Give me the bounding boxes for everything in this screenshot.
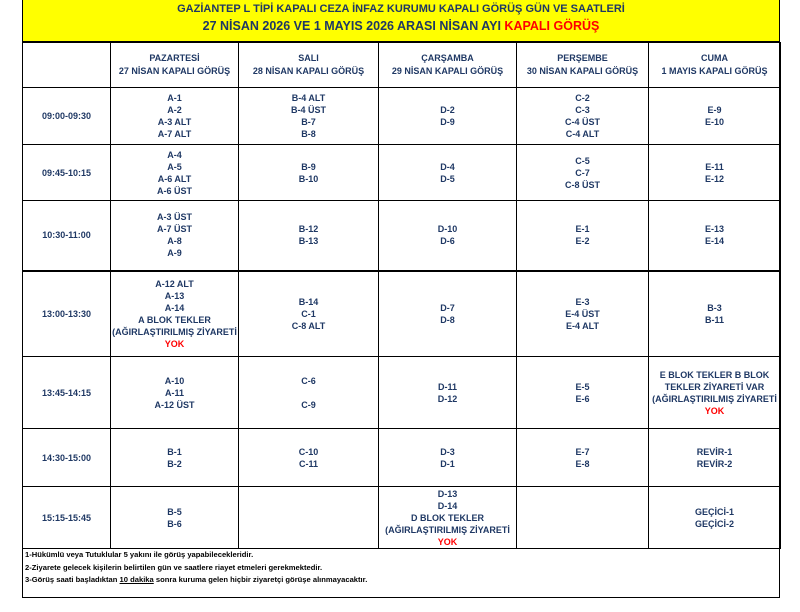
- ward-entry: A-5: [167, 161, 182, 172]
- ward-entry: C-11: [298, 458, 318, 469]
- ward-entry: E-4 ÜST: [565, 308, 600, 319]
- ward-entry: B-3: [707, 302, 722, 313]
- ward-entry: D-10: [437, 224, 458, 235]
- day-date: 30 NİSAN KAPALI GÖRÜŞ: [526, 66, 639, 76]
- time-slot: 14:30-15:00: [23, 429, 111, 487]
- ward-entry: D-4: [440, 161, 455, 172]
- day-header-1: [111, 43, 239, 88]
- ward-entry: D-1: [440, 458, 455, 469]
- schedule-cell: [517, 201, 649, 271]
- ward-entry: B-14: [298, 296, 319, 307]
- ward-entry: E-12: [704, 173, 724, 184]
- ward-entry: A BLOK TEKLER: [138, 314, 211, 325]
- schedule-cell: [111, 357, 239, 429]
- ward-entry: D BLOK TEKLER: [411, 512, 484, 523]
- day-header-4: [517, 43, 649, 88]
- ward-entry: A-6 ÜST: [156, 185, 192, 196]
- ward-entry: A-4: [167, 149, 182, 160]
- ward-entry: E-11: [705, 161, 724, 172]
- ward-entry: D-9: [440, 117, 455, 127]
- ward-entry: A-12 ALT: [155, 278, 194, 289]
- schedule-cell: [649, 271, 781, 357]
- schedule-cell: [517, 88, 649, 145]
- ward-entry: (AĞIRLAŞTIRILMIŞ ZİYARETİ: [652, 393, 777, 404]
- schedule-cell: [379, 357, 517, 429]
- ward-entry: (AĞIRLAŞTIRILMIŞ ZİYARETİ: [112, 326, 237, 337]
- note-3-start: 3-Görüş saati başladıktan: [25, 575, 120, 584]
- ward-entry: A-3 ÜST: [156, 212, 192, 223]
- no-visit-label: YOK: [437, 536, 458, 547]
- notes-section: [23, 549, 779, 587]
- schedule-cell: [111, 271, 239, 357]
- institution-title: GAZİANTEP L TİPİ KAPALI CEZA İNFAZ KURUMU KAPALI GÖRÜŞ GÜN VE SAATLERİ: [177, 3, 625, 15]
- schedule-cell: [239, 201, 379, 271]
- ward-entry: C-9: [301, 399, 316, 410]
- ward-entry: D-7: [440, 302, 455, 313]
- time-slot: 13:00-13:30: [23, 271, 111, 357]
- ward-entry: B-8: [301, 129, 316, 139]
- ward-entry: B-11: [704, 314, 724, 325]
- ward-entry: C-8 ALT: [291, 320, 326, 331]
- ward-entry: A-7 ALT: [157, 129, 192, 139]
- day-name: SALI: [298, 53, 319, 63]
- ward-entry: E-10: [704, 117, 724, 127]
- day-date: 29 NİSAN KAPALI GÖRÜŞ: [391, 66, 504, 76]
- schedule-sheet: [22, 0, 780, 598]
- schedule-cell: [239, 487, 379, 549]
- ward-entry: TEKLER ZİYARETİ VAR: [664, 381, 765, 392]
- ward-entry: A-8: [167, 236, 182, 247]
- schedule-cell: [517, 357, 649, 429]
- ward-entry: B-4 ÜST: [290, 105, 326, 115]
- schedule-cell: [649, 145, 781, 201]
- ward-entry: A-1: [167, 93, 182, 103]
- ward-entry: E-14: [704, 236, 724, 247]
- day-header-3: [379, 43, 517, 88]
- date-range-text: 27 NİSAN 2026 VE 1 MAYIS 2026 ARASI NİSAN AYI: [202, 19, 501, 33]
- day-date: 27 NİSAN KAPALI GÖRÜŞ: [118, 66, 231, 76]
- ward-entry: D-5: [440, 173, 455, 184]
- schedule-cell: [239, 145, 379, 201]
- ward-entry: B-10: [298, 173, 319, 184]
- day-name: CUMA: [701, 53, 728, 63]
- ward-entry: E-2: [575, 236, 590, 247]
- schedule-cell: [239, 357, 379, 429]
- time-slot: 13:45-14:15: [23, 357, 111, 429]
- ward-entry: D-12: [437, 393, 458, 404]
- day-date: 28 NİSAN KAPALI GÖRÜŞ: [252, 66, 365, 76]
- ward-entry: A-9: [167, 248, 182, 259]
- ward-entry: B-2: [167, 458, 182, 469]
- schedule-cell: [239, 271, 379, 357]
- ward-entry: D-6: [440, 236, 455, 247]
- ward-entry: D-8: [440, 314, 455, 325]
- ward-entry: REVİR-2: [696, 458, 733, 469]
- ward-entry: B-9: [301, 161, 316, 172]
- ward-entry: A-3 ALT: [157, 117, 192, 127]
- schedule-cell: [111, 429, 239, 487]
- ward-entry: E-5: [575, 381, 590, 392]
- schedule-cell: [649, 357, 781, 429]
- day-name: ÇARŞAMBA: [421, 53, 474, 63]
- schedule-cell: [649, 429, 781, 487]
- ward-entry: D-11: [437, 381, 457, 392]
- schedule-cell: [379, 145, 517, 201]
- schedule-cell: [239, 88, 379, 145]
- ward-entry: E-8: [575, 458, 590, 469]
- ward-entry: C-10: [298, 446, 319, 457]
- ward-entry: E-3: [575, 296, 590, 307]
- ward-entry: D-13: [437, 488, 458, 499]
- ward-entry: C-7: [575, 167, 590, 178]
- no-visit-label: YOK: [164, 338, 185, 349]
- note-3-end: sonra kuruma gelen hiçbir ziyaretçi görüşe alınmayacaktır.: [153, 575, 368, 584]
- schedule-cell: [239, 429, 379, 487]
- note-2: 2-Ziyarete gelecek kişilerin belirtilen gün ve saatlere riayet etmeleri gerekmektedir.: [25, 562, 323, 572]
- schedule-cell: [517, 487, 649, 549]
- time-slot-row: [23, 145, 781, 201]
- ward-entry: REVİR-1: [696, 446, 733, 457]
- ward-entry: A-12 ÜST: [154, 399, 195, 410]
- schedule-cell: [111, 145, 239, 201]
- ward-entry: A-11: [164, 387, 184, 398]
- ward-entry: B-7: [301, 117, 316, 127]
- ward-entry: A-14: [164, 302, 185, 313]
- schedule-cell: [111, 88, 239, 145]
- ward-entry: GEÇİCİ-2: [694, 518, 734, 529]
- schedule-cell: [517, 429, 649, 487]
- visit-type-label: KAPALI GÖRÜŞ: [504, 19, 600, 33]
- time-slot: 09:45-10:15: [23, 145, 111, 201]
- time-slot-row: [23, 88, 781, 145]
- time-slot-row: [23, 487, 781, 549]
- day-header-2: [239, 43, 379, 88]
- time-slot-row: [23, 357, 781, 429]
- time-slot: 10:30-11:00: [23, 201, 111, 271]
- schedule-cell: [517, 271, 649, 357]
- ward-entry: E-6: [575, 393, 590, 404]
- schedule-cell: [111, 487, 239, 549]
- ward-entry: B-12: [298, 224, 319, 235]
- visit-schedule-table: [22, 42, 781, 549]
- ward-entry: B-4 ALT: [291, 93, 326, 103]
- schedule-cell: [379, 429, 517, 487]
- schedule-cell: [379, 271, 517, 357]
- ward-entry: C-2: [575, 93, 590, 103]
- ward-entry: C-3: [575, 105, 590, 115]
- ward-entry: E-4 ALT: [566, 320, 599, 331]
- ward-entry: C-5: [575, 155, 590, 166]
- title-banner: [23, 0, 779, 42]
- date-range-title: [23, 17, 779, 35]
- ward-entry: A-6 ALT: [157, 173, 192, 184]
- day-name: PERŞEMBE: [557, 53, 608, 63]
- schedule-cell: [379, 88, 517, 145]
- ward-entry: A-10: [164, 375, 185, 386]
- header-row: [23, 43, 781, 88]
- ward-entry: C-6: [301, 375, 316, 386]
- note-1: 1-Hükümlü veya Tutuklular 5 yakını ile görüş yapabilecekleridir.: [25, 550, 254, 559]
- ward-entry: D-3: [440, 446, 455, 457]
- schedule-cell: [649, 487, 781, 549]
- day-name: PAZARTESİ: [149, 53, 200, 63]
- ward-entry: C-8 ÜST: [564, 179, 600, 190]
- ward-entry: [239, 387, 378, 399]
- ward-entry: C-4 ÜST: [564, 117, 600, 127]
- ward-entry: B-13: [298, 236, 319, 247]
- schedule-cell: [517, 145, 649, 201]
- ward-entry: C-4 ALT: [565, 129, 600, 139]
- schedule-cell: [649, 201, 781, 271]
- day-date: 1 MAYIS KAPALI GÖRÜŞ: [661, 66, 768, 76]
- time-slot-row: [23, 429, 781, 487]
- ward-entry: E-7: [575, 446, 590, 457]
- corner-cell: [23, 43, 111, 88]
- schedule-cell: [649, 88, 781, 145]
- ward-entry: B-6: [167, 518, 182, 529]
- ward-entry: D-14: [437, 500, 458, 511]
- ward-entry: E-1: [575, 224, 590, 235]
- ward-entry: D-2: [440, 105, 455, 115]
- ward-entry: GEÇİCİ-1: [694, 506, 734, 517]
- ward-entry: C-1: [301, 308, 316, 319]
- ward-entry: B-5: [167, 506, 182, 517]
- ward-entry: A-2: [167, 105, 182, 115]
- day-header-5: [649, 43, 781, 88]
- time-slot-row: [23, 271, 781, 357]
- time-slot: 15:15-15:45: [23, 487, 111, 549]
- ward-entry: (AĞIRLAŞTIRILMIŞ ZİYARETİ: [385, 524, 510, 535]
- time-slot: 09:00-09:30: [23, 88, 111, 145]
- schedule-cell: [379, 201, 517, 271]
- note-3-underlined: 10 dakika: [119, 575, 154, 584]
- ward-entry: A-7 ÜST: [156, 224, 192, 235]
- ward-entry: B-1: [167, 446, 182, 457]
- ward-entry: A-13: [164, 290, 185, 301]
- ward-entry: E BLOK TEKLER B BLOK: [659, 369, 770, 380]
- time-slot-row: [23, 201, 781, 271]
- schedule-cell: [111, 201, 239, 271]
- no-visit-label: YOK: [704, 405, 725, 416]
- ward-entry: E-13: [704, 224, 724, 235]
- schedule-cell: [379, 487, 517, 549]
- note-3: [25, 574, 779, 587]
- ward-entry: E-9: [707, 105, 722, 115]
